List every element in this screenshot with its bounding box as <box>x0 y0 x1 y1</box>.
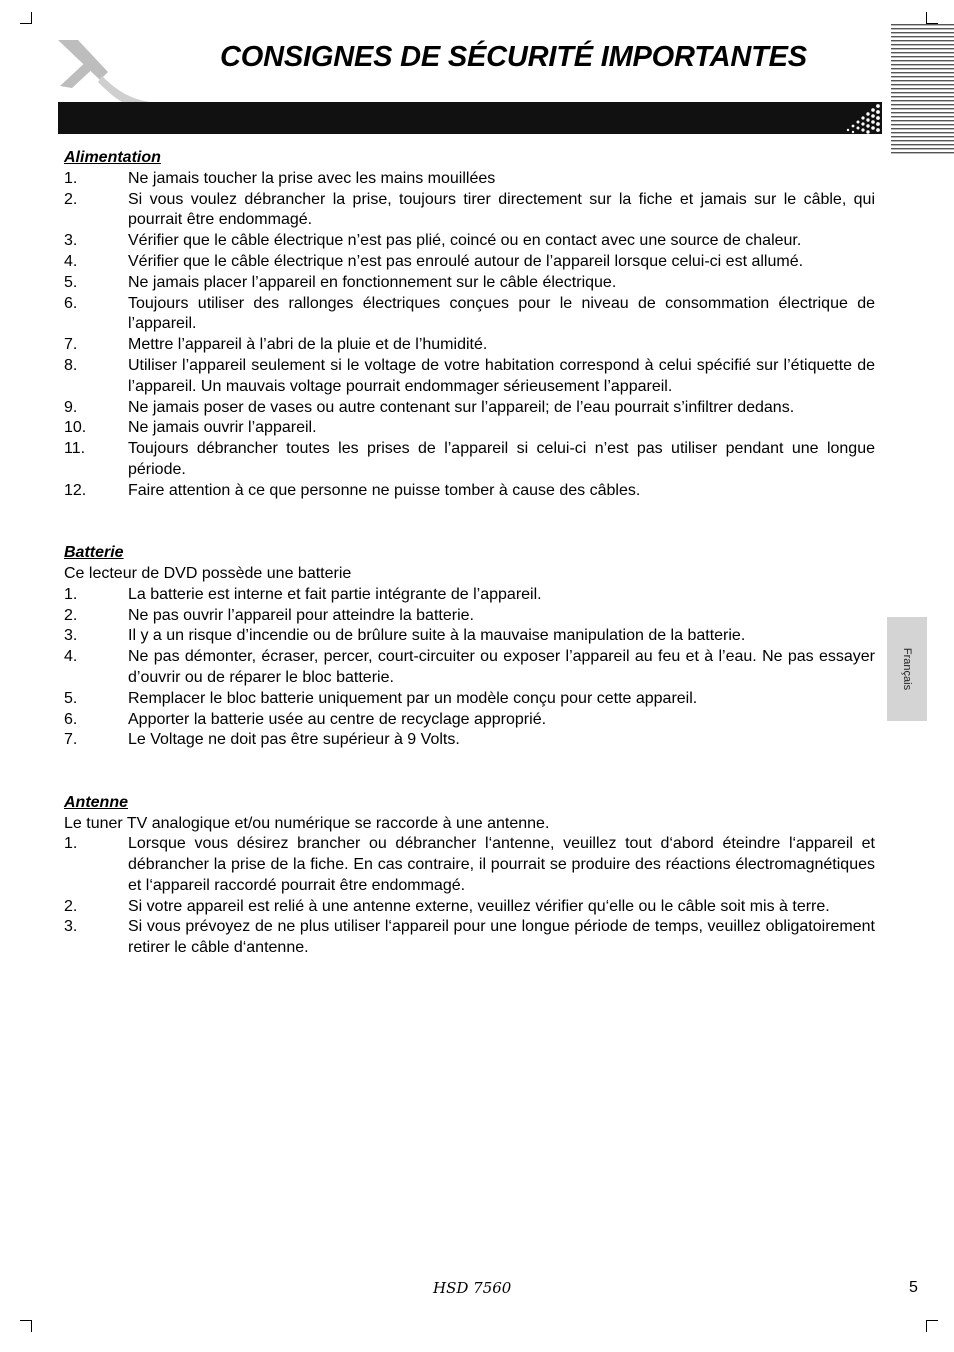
list-item <box>64 439 875 481</box>
section-title: Batterie <box>64 544 124 562</box>
language-tab-label: Français <box>901 647 913 691</box>
list-item <box>64 169 875 190</box>
list-item <box>64 294 875 336</box>
list-item <box>64 190 875 232</box>
list-item <box>64 710 875 731</box>
list-item-text: Remplacer le bloc batterie uniquement par un modèle conçu pour cette appareil. <box>128 689 698 707</box>
list-item-number: 1. <box>64 169 78 187</box>
list-item-number: 9. <box>64 398 78 416</box>
list-item-text: Le Voltage ne doit pas être supérieur à 9 Volts. <box>128 731 460 749</box>
page-number: 5 <box>909 1279 918 1296</box>
list-item-number: 11. <box>64 440 86 458</box>
list-item-text: Il y a un risque d’incendie ou de brûlure suite à la mauvaise manipulation de la batterie. <box>128 627 746 645</box>
list-item-number: 7. <box>64 731 78 749</box>
list-item <box>64 647 875 689</box>
list-item-number: 8. <box>64 356 78 374</box>
list-item <box>64 626 875 647</box>
list-item-text: Lorsque vous désirez brancher ou débrancher l‘antenne, veuillez tout d‘abord éteindre l‘appareil et débrancher la prise de la fiche. En cas contraire, il pourrait se produire des réactions électromagnétiques et l‘appareil raccordé pourrait être endommagé. <box>128 835 875 894</box>
list-item-text: Apporter la batterie usée au centre de recyclage approprié. <box>128 710 547 728</box>
list-item-text: Vérifier que le câble électrique n’est pas plié, coincé ou en contact avec une source de chaleur. <box>128 232 802 250</box>
list-item-text: Si vous voulez débrancher la prise, toujours tirer directement sur la fiche et jamais sur le câble, qui pourrait être endommagé. <box>128 190 875 229</box>
list-item-number: 4. <box>64 648 78 666</box>
section-title: Antenne <box>64 793 128 811</box>
stripe-pattern <box>891 23 954 155</box>
list-item <box>64 897 875 918</box>
list-item-text: Si votre appareil est relié à une antenne externe, veuillez vérifier qu‘elle ou le câble soit mis à terre. <box>128 897 830 915</box>
list-item-text: Vérifier que le câble électrique n’est pas enroulé autour de l’appareil lorsque celui-ci est allumé. <box>128 252 804 270</box>
title-bar <box>58 102 882 134</box>
list-item-number: 4. <box>64 252 78 270</box>
list-item <box>64 252 875 273</box>
section-intro: Ce lecteur de DVD possède une batterie <box>64 564 352 582</box>
list-item-text: Ne pas démonter, écraser, percer, court-circuiter ou exposer l’appareil au feu et à l’eau. Ne pas essayer d’ouvrir ou de réparer le bloc batterie. <box>128 648 875 686</box>
list-item <box>64 418 875 439</box>
list-item-number: 2. <box>64 190 78 208</box>
list-item <box>64 356 875 398</box>
list-item-text: Ne jamais poser de vases ou autre contenant sur l’appareil; de l’eau pourrait s’infiltrer dedans. <box>128 398 795 416</box>
list-item <box>64 335 875 356</box>
list-item-number: 12. <box>64 481 87 499</box>
list-item-text: Utiliser l’appareil seulement si le voltage de votre habitation correspond à celui spécifié sur l’étiquette de l’appareil. Un mauvais voltage pourrait endommager sérieusement l’appareil. <box>128 356 875 395</box>
list-item-number: 3. <box>64 232 78 250</box>
list-item <box>64 273 875 294</box>
list-item-text: Faire attention à ce que personne ne puisse tomber à cause des câbles. <box>128 481 641 499</box>
list-item-number: 1. <box>64 835 78 853</box>
list-item-text: Ne pas ouvrir l’appareil pour atteindre la batterie. <box>128 606 474 624</box>
list-item-text: Ne jamais toucher la prise avec les mains mouillées <box>128 169 496 187</box>
list-item-number: 6. <box>64 294 78 312</box>
list-item-number: 2. <box>64 606 78 624</box>
list-item-text: Ne jamais placer l’appareil en fonctionnement sur le câble électrique. <box>128 273 617 291</box>
list-item-number: 3. <box>64 627 78 645</box>
list-item-number: 1. <box>64 585 78 603</box>
section-gap <box>64 502 875 544</box>
list-item-number: 7. <box>64 336 78 354</box>
list-item-number: 5. <box>64 273 78 291</box>
list-item <box>64 231 875 252</box>
section-intro: Le tuner TV analogique et/ou numérique se raccorde à une antenne. <box>64 814 550 832</box>
list-item-text: La batterie est interne et fait partie intégrante de l’appareil. <box>128 585 542 603</box>
list-item <box>64 834 875 896</box>
list-item <box>64 917 875 959</box>
list-item <box>64 606 875 627</box>
list-item <box>64 585 875 606</box>
safety-content <box>64 148 875 959</box>
list-item-text: Si vous prévoyez de ne plus utiliser l‘appareil pour une longue période de temps, veuillez obligatoirement retirer le câble d‘antenne. <box>128 918 875 957</box>
list-item-text: Mettre l’appareil à l’abri de la pluie et de l’humidité. <box>128 336 488 354</box>
list-item <box>64 481 875 502</box>
list-item-text: Toujours débrancher toutes les prises de l’appareil si celui-ci n’est pas utiliser pendant une longue période. <box>128 440 875 478</box>
list-item-number: 5. <box>64 689 78 707</box>
language-tab <box>887 617 927 721</box>
footer-model-name: HSD 7560 <box>433 1279 512 1297</box>
list-item-number: 10. <box>64 419 87 437</box>
list-item <box>64 730 875 751</box>
section-gap <box>64 751 875 793</box>
list-item <box>64 689 875 710</box>
list-item-number: 2. <box>64 897 78 915</box>
list-item <box>64 398 875 419</box>
page-title: CONSIGNES DE SÉCURITÉ IMPORTANTES <box>220 41 807 73</box>
halftone-pattern-icon <box>842 102 882 134</box>
list-item-text: Ne jamais ouvrir l’appareil. <box>128 419 317 437</box>
list-item-number: 3. <box>64 918 78 936</box>
section-title: Alimentation <box>64 149 161 166</box>
list-item-number: 6. <box>64 710 78 728</box>
x-logo-icon <box>50 36 160 106</box>
list-item-text: Toujours utiliser des rallonges électriques conçues pour le niveau de consommation électrique de l’appareil. <box>128 294 875 333</box>
